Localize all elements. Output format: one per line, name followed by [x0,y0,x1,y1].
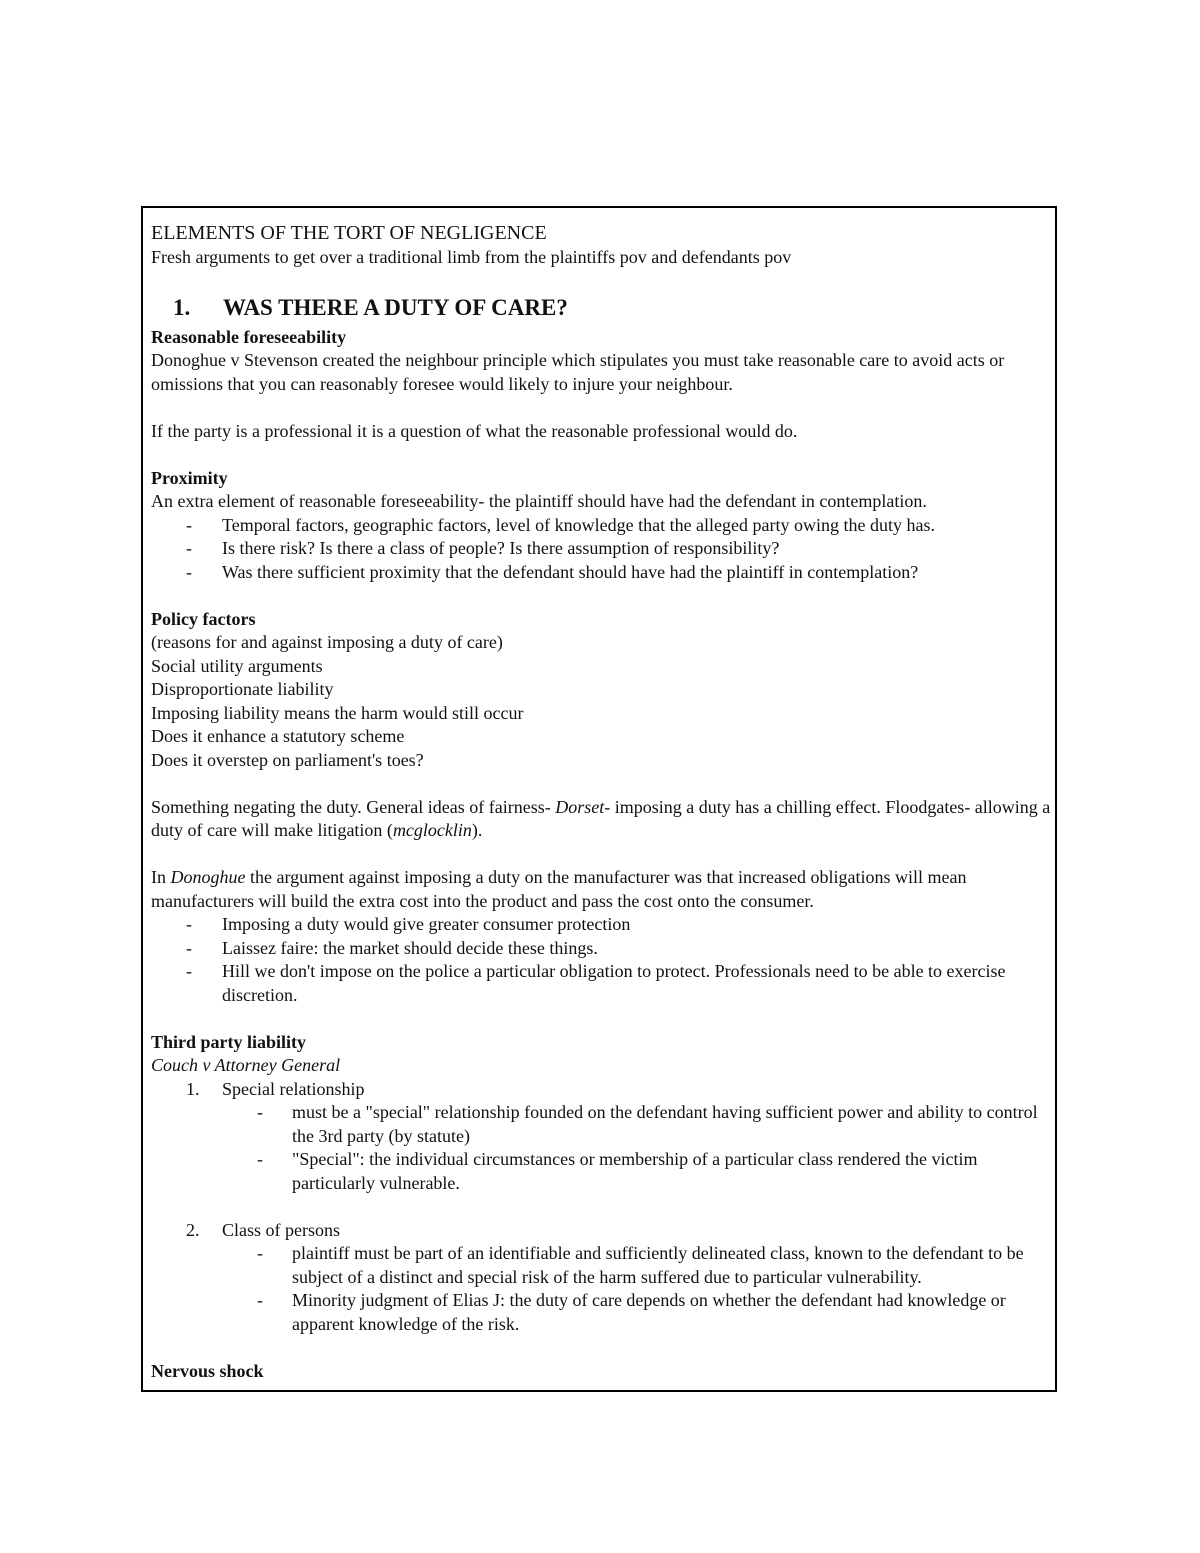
list-item: - Laissez faire: the market should decide these things. [186,937,598,958]
policy-line: Social utility arguments [151,655,323,676]
policy-heading: Policy factors [151,608,256,629]
list-item: - plaintiff must be part of an identifiable and sufficiently delineated class, known to the defendant to be subject of a distinct and special risk of the harm suffered due to particular vulnerability. [257,1243,1024,1287]
list-item: - Hill we don't impose on the police a particular obligation to protect. Professionals need to be able to exercise discretion. [186,961,1006,1005]
document-title: ELEMENTS OF THE TORT OF NEGLIGENCE [151,222,547,244]
foreseeability-paragraph: Donoghue v Stevenson created the neighbour principle which stipulates you must take reasonable care to avoid acts or omissions that you can reasonably foresee would likely to injure your neighbour. [151,350,1005,394]
section-title: WAS THERE A DUTY OF CARE? [223,294,568,320]
case-name: Donoghue [170,867,246,887]
donoghue-paragraph: In Donoghue the argument against imposing a duty on the manufacturer was that increased obligations will mean manufacturers will build the extra cost into the product and pass the cost onto the consumer. [151,867,967,911]
document-content [151,220,1051,1383]
sub-list [222,1101,1051,1195]
case-name: mcglocklin [392,820,472,840]
list-item: - Is there risk? Is there a class of people? Is there assumption of responsibility? [186,538,780,558]
list-item: 1. Special relationship - must be a "special" relationship founded on the defendant having sufficient power and ability to control the 3rd party (by statute) - "Special": the individual circumstances or membership of a particular class rendered the victim particularly vulnerable. [151,1078,1051,1219]
policy-list [151,913,1051,1007]
list-item: 2. Class of persons - plaintiff must be part of an identifiable and sufficiently delineated class, known to the defendant to be subject of a distinct and special risk of the harm suffered due to particular vulnerability. - Minority judgment of Elias J: the duty of care depends on whether the defendant had knowledge or apparent knowledge of the risk. [151,1219,1051,1337]
section-heading-duty-of-care [151,294,1051,322]
negating-paragraph: Something negating the duty. General ideas of fairness- Dorset- imposing a duty has a chilling effect. Floodgates- allowing a duty of care will make litigation (mcglocklin). [151,796,1051,840]
proximity-heading: Proximity [151,467,228,488]
list-item: - Imposing a duty would give greater consumer protection [186,914,631,934]
nervous-shock-heading: Nervous shock [151,1360,264,1381]
proximity-list [151,514,1051,585]
section-number: 1. [173,294,191,320]
third-party-list [151,1078,1051,1337]
policy-line: (reasons for and against imposing a duty of care) [151,632,503,652]
foreseeability-heading: Reasonable foreseeability [151,326,347,347]
policy-line: Disproportionate liability [151,679,334,699]
policy-line: Does it overstep on parliament's toes? [151,749,424,770]
policy-line: Does it enhance a statutory scheme [151,726,405,746]
professional-paragraph: If the party is a professional it is a question of what the reasonable professional would do. [151,420,798,441]
list-item: - Temporal factors, geographic factors, level of knowledge that the alleged party owing the duty has. [186,514,935,535]
list-item: - "Special": the individual circumstances or membership of a particular class rendered the victim particularly vulnerable. [257,1149,978,1193]
third-party-heading: Third party liability [151,1031,307,1052]
case-name: Couch v Attorney General [151,1055,341,1075]
case-name: Dorset [555,796,605,817]
list-item: - Minority judgment of Elias J: the duty of care depends on whether the defendant had knowledge or apparent knowledge of the risk. [257,1290,1006,1334]
policy-line: Imposing liability means the harm would still occur [151,702,524,723]
proximity-intro: An extra element of reasonable foreseeability- the plaintiff should have had the defendant in contemplation. [151,491,927,511]
list-item: - Was there sufficient proximity that the defendant should have had the plaintiff in contemplation? [186,561,919,582]
list-item: - must be a "special" relationship founded on the defendant having sufficient power and ability to control the 3rd party (by statute) [257,1102,1038,1146]
document-subtitle: Fresh arguments to get over a traditional limb from the plaintiffs pov and defendants pov [151,247,792,267]
sub-list [222,1242,1051,1336]
